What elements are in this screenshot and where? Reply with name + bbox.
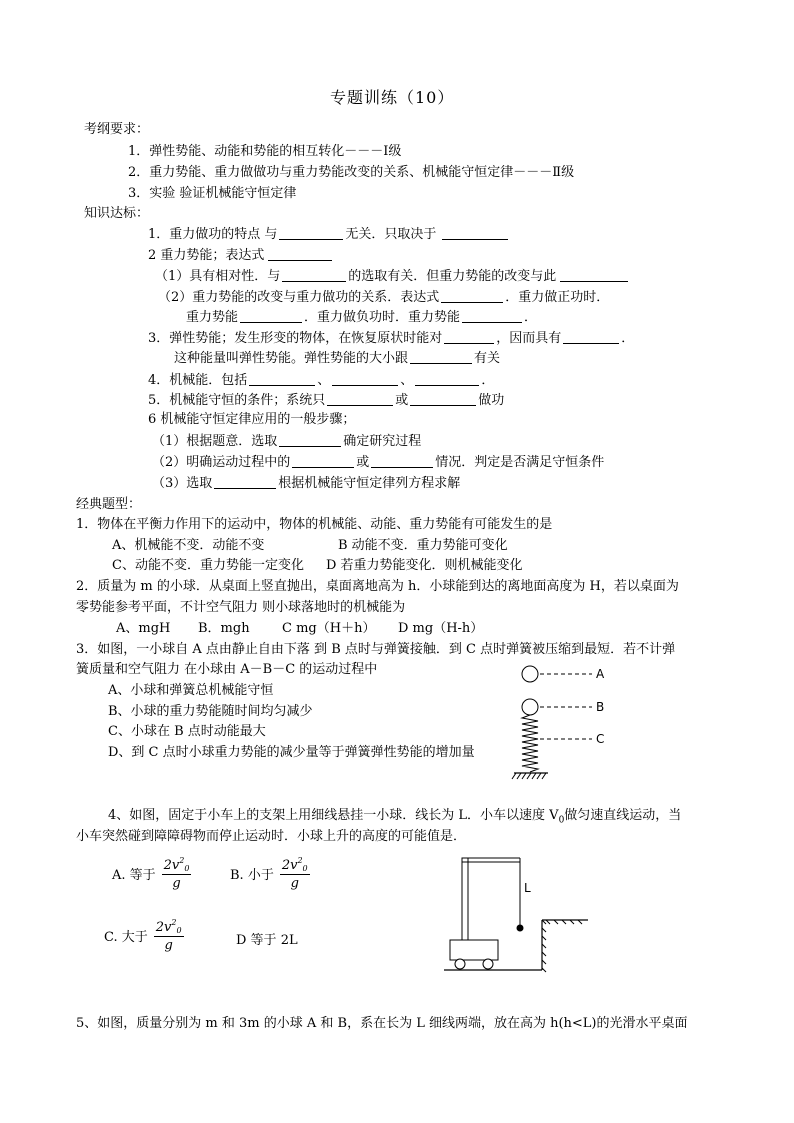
knowledge-item-6c: （3）选取 根据机械能守恒定律列方程求解 (152, 476, 461, 491)
q4-label-l: L (524, 881, 531, 895)
q4-fraction-b: $\frac{2v^2_0}{g}$ (281, 856, 308, 891)
q1-option-b: B 动能不变．重力势能可变化 (338, 538, 508, 553)
q3-option-a: A、小球和弹簧总机械能守恒 (108, 683, 274, 698)
q3-label-b: B (596, 700, 605, 714)
knowledge-heading: 知识达标： (84, 206, 150, 221)
q2-stem-line2: 零势能参考平面，不计空气阻力 则小球落地时的机械能为 (76, 600, 406, 615)
q3-option-b: B、小球的重力势能随时间均匀减少 (108, 704, 313, 719)
q4-option-b: B. 小于 $\frac{2v^2_0}{g}$ (230, 856, 308, 891)
q1-stem: 1．物体在平衡力作用下的运动中，物体的机械能、动能、重力势能有可能发生的是 (76, 517, 553, 532)
knowledge-item-2a: （1）具有相对性．与 的选取有关．但重力势能的改变与此 (155, 269, 628, 283)
q3-option-d: D、到 C 点时小球重力势能的减少量等于弹簧弹性势能的增加量 (108, 745, 475, 760)
q4-fraction-a: $\frac{2v^2_0}{g}$ (163, 856, 190, 891)
q4-cart-figure (440, 852, 590, 977)
syllabus-heading: 考纲要求： (84, 122, 150, 137)
q2-stem-line1: 2．质量为 m 的小球．从桌面上竖直抛出，桌面离地高为 h．小球能到达的离地面高度为 H，若以桌面为 (76, 579, 679, 594)
knowledge-item-6a: （1）根据题意．选取 确定研究过程 (152, 434, 422, 449)
syllabus-item-1: 1．弹性势能、动能和势能的相互转化－－－Ⅰ级 (128, 144, 402, 159)
q4-stem-line2: 小车突然碰到障障碍物而停止运动时．小球上升的高度的可能值是． (76, 829, 467, 844)
q3-spring-figure (510, 660, 620, 785)
q3-label-c: C (596, 732, 605, 746)
q4-stem-line1: 4、如图，固定于小车上的支架上用细线悬挂一小球．线长为 L．小车以速度 $V_0$做匀速直线运动，当 (108, 808, 682, 826)
knowledge-item-2b: （2）重力势能的改变与重力做功的关系．表达式 ．重力做正功时． (158, 290, 610, 305)
page-title: 专题训练（10） (330, 88, 455, 107)
q4-option-a: A. 等于 $\frac{2v^2_0}{g}$ (112, 856, 190, 891)
q4-option-c: C. 大于 $\frac{2v^2_0}{g}$ (104, 918, 182, 953)
q2-option-d: D mg（H-h） (398, 621, 484, 636)
q2-option-a: A、mgH (116, 621, 171, 636)
q3-option-c: C、小球在 B 点时动能最大 (108, 724, 266, 739)
knowledge-item-4: 4．机械能．包括 、 、 ． (148, 373, 495, 388)
q2-option-c: C mg（H＋h） (282, 621, 376, 636)
knowledge-item-2: 2 重力势能；表达式 (148, 248, 332, 262)
q5-stem: 5、如图，质量分别为 m 和 3m 的小球 A 和 B，系在长为 L 细线两端，放在高为 h(h<L)的光滑水平桌面 (76, 1016, 688, 1031)
q3-stem-line2: 簧质量和空气阻力 在小球由 A－B－C 的运动过程中 (76, 662, 378, 677)
q4-fraction-c: $\frac{2v^2_0}{g}$ (155, 918, 182, 953)
syllabus-item-2: 2．重力势能、重力做做功与重力势能改变的关系、机械能守恒定律－－－Ⅱ级 (128, 165, 575, 180)
q4-option-d: D 等于 2L (236, 933, 298, 948)
classic-heading: 经典题型： (76, 497, 142, 512)
q2-option-b: B．mgh (198, 621, 250, 636)
knowledge-item-6: 6 机械能守恒定律应用的一般步骤； (148, 412, 356, 427)
syllabus-item-3: 3．实验 验证机械能守恒定律 (128, 186, 297, 201)
knowledge-item-1: 1．重力做功的特点 与 无关．只取决于 (148, 227, 508, 241)
knowledge-item-6b: （2）明确运动过程中的 或 情况．判定是否满足守恒条件 (152, 455, 605, 470)
q1-option-a: A、机械能不变．动能不变 (112, 538, 265, 553)
knowledge-item-3b: 这种能量叫弹性势能。弹性势能的大小跟 有关 (174, 351, 501, 366)
q3-stem-line1: 3．如图，一小球自 A 点由静止自由下落 到 B 点时与弹簧接触．到 C 点时弹簧被压缩到最短．若不计弹 (76, 642, 676, 657)
q1-option-c: C、动能不变．重力势能一定变化 (112, 558, 304, 573)
knowledge-item-2c: 重力势能 ．重力做负功时．重力势能 ． (186, 310, 538, 325)
q1-option-d: D 若重力势能变化．则机械能变化 (326, 558, 523, 573)
knowledge-item-3: 3．弹性势能；发生形变的物体，在恢复原状时能对 ，因而具有 ． (148, 331, 635, 346)
knowledge-item-5: 5．机械能守恒的条件；系统只 或 做功 (148, 393, 505, 408)
q3-label-a: A (596, 667, 605, 681)
